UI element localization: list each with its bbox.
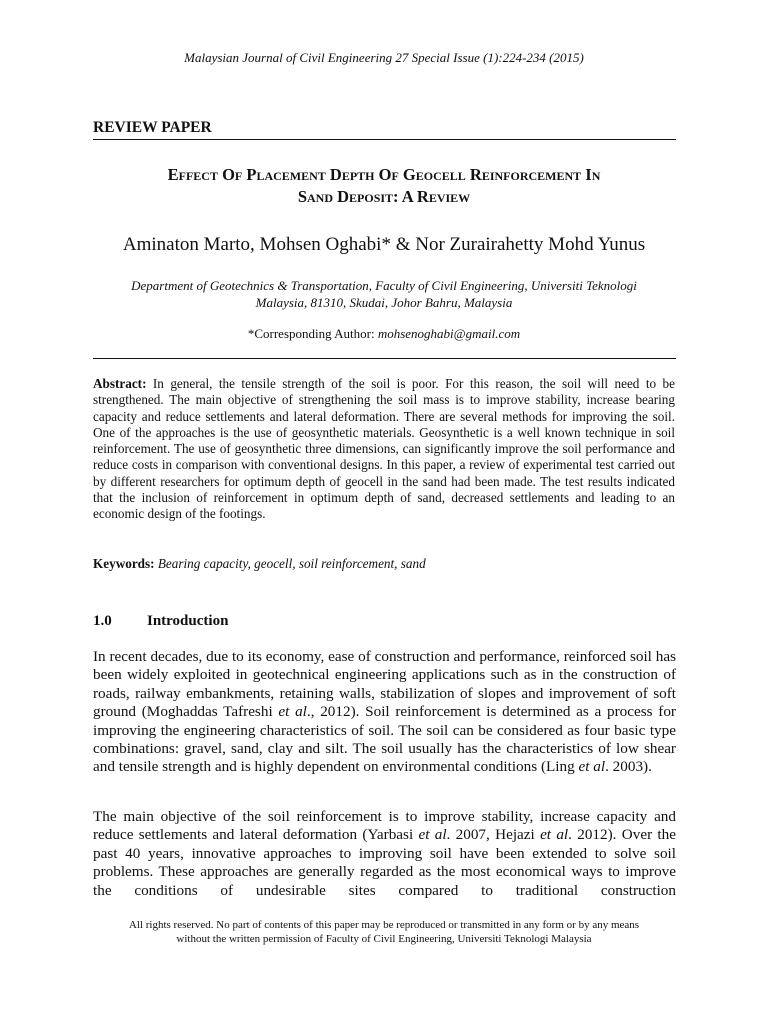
abstract-block — [93, 376, 675, 523]
section-heading: Introduction — [147, 613, 229, 629]
keywords-text: Bearing capacity, geocell, soil reinforcement, sand — [157, 556, 426, 571]
abstract-divider — [93, 358, 676, 359]
copyright-line-1: All rights reserved. No part of contents of this paper may be reproduced or transmitted in any form or by any means — [128, 919, 640, 931]
affiliation — [80, 277, 688, 311]
intro-p2-text-b: . 2007, Hejazi — [446, 826, 541, 844]
intro-paragraph-1 — [93, 648, 676, 777]
journal-citation: Malaysian Journal of Civil Engineering 27 Special Issue (1):224-234 (2015) — [184, 50, 584, 65]
keywords-line — [93, 556, 675, 572]
paper-type-label: REVIEW PAPER — [93, 119, 212, 136]
intro-p1-text-b: ., 2012). Soil reinforcement is determined as a process for improving the engineering characteristics of soil. The soil can be considered as four basic type combinations: gravel, sand, clay and silt. The soil usually has the characteristics of low shear and tensile strength and is highly dependent on environmental conditions (Ling — [93, 703, 676, 776]
paper-title-line-1: Effect Of Placement Depth Of Geocell Reinforcement In — [167, 165, 601, 184]
corresponding-email-link[interactable]: mohsenoghabi@gmail.com — [377, 326, 521, 341]
abstract-label: Abstract: — [93, 376, 147, 391]
intro-p1-text-c: . 2003). — [605, 758, 652, 776]
affiliation-line-2: Malaysia, 81310, Skudai, Johor Bahru, Malaysia — [255, 295, 513, 310]
copyright-line-2: without the written permission of Faculty of Civil Engineering, Universiti Teknologi Malaysia — [176, 933, 592, 945]
intro-p2-etal-1: et al — [418, 826, 447, 844]
corresponding-author — [0, 326, 768, 342]
keywords-label: Keywords: — [93, 556, 155, 571]
section-number: 1.0 — [93, 613, 112, 629]
paper-title — [80, 164, 688, 208]
affiliation-line-1: Department of Geotechnics & Transportation, Faculty of Civil Engineering, Universiti Teknologi — [131, 278, 637, 293]
intro-p1-etal-1: et al — [278, 703, 307, 721]
abstract-text: In general, the tensile strength of the soil is poor. For this reason, the soil will need to be strengthened. The main objective of strengthening the soil mass is to improve stability, increase bearing capacity and reduce settlements and lateral deformation. There are several methods for improving the soil. One of the approaches is the use of geosynthetic materials. Geosynthetic is a well known technique in soil reinforcement. The use of geosynthetic three dimensions, can significantly improve the soil performance and reduce costs in comparison with conventional designs. In this paper, a review of experimental test carried out by different researchers for optimum depth of geocell in the sand had been made. The test results indicated that the inclusion of reinforcement in optimum depth of sand, decreased settlements and leading to an economic design of the footings. — [93, 376, 675, 522]
intro-p1-etal-2: et al — [578, 758, 606, 776]
copyright-footer — [60, 918, 708, 946]
top-divider — [93, 139, 676, 140]
intro-paragraph-2 — [93, 808, 676, 900]
intro-p2-text-a: The main objective of the soil reinforcement is to improve stability, increase capacity and reduce settlements and lateral deformation (Yarbasi — [93, 808, 676, 844]
intro-p1-text-a: In recent decades, due to its economy, ease of construction and performance, reinforced soil has been widely exploited in geotechnical engineering applications such as in the construction of roads, railway embankments, retaining walls, stabilization of slopes and improvement of soft ground (Moghaddas Tafreshi — [93, 648, 676, 721]
corresponding-author-label: *Corresponding Author: — [247, 326, 378, 341]
paper-title-line-2: Sand Deposit: A Review — [297, 187, 471, 206]
intro-p2-text-c: . 2012). Over the past 40 years, innovative approaches to improving soil have been extended to solve soil problems. These approaches are generally regarded as the most economical ways to improve the conditions of undesirable sites compared to traditional construction — [93, 826, 676, 899]
author-list: Aminaton Marto, Mohsen Oghabi* & Nor Zurairahetty Mohd Yunus — [122, 234, 646, 255]
intro-p2-etal-2: et al — [540, 826, 569, 844]
